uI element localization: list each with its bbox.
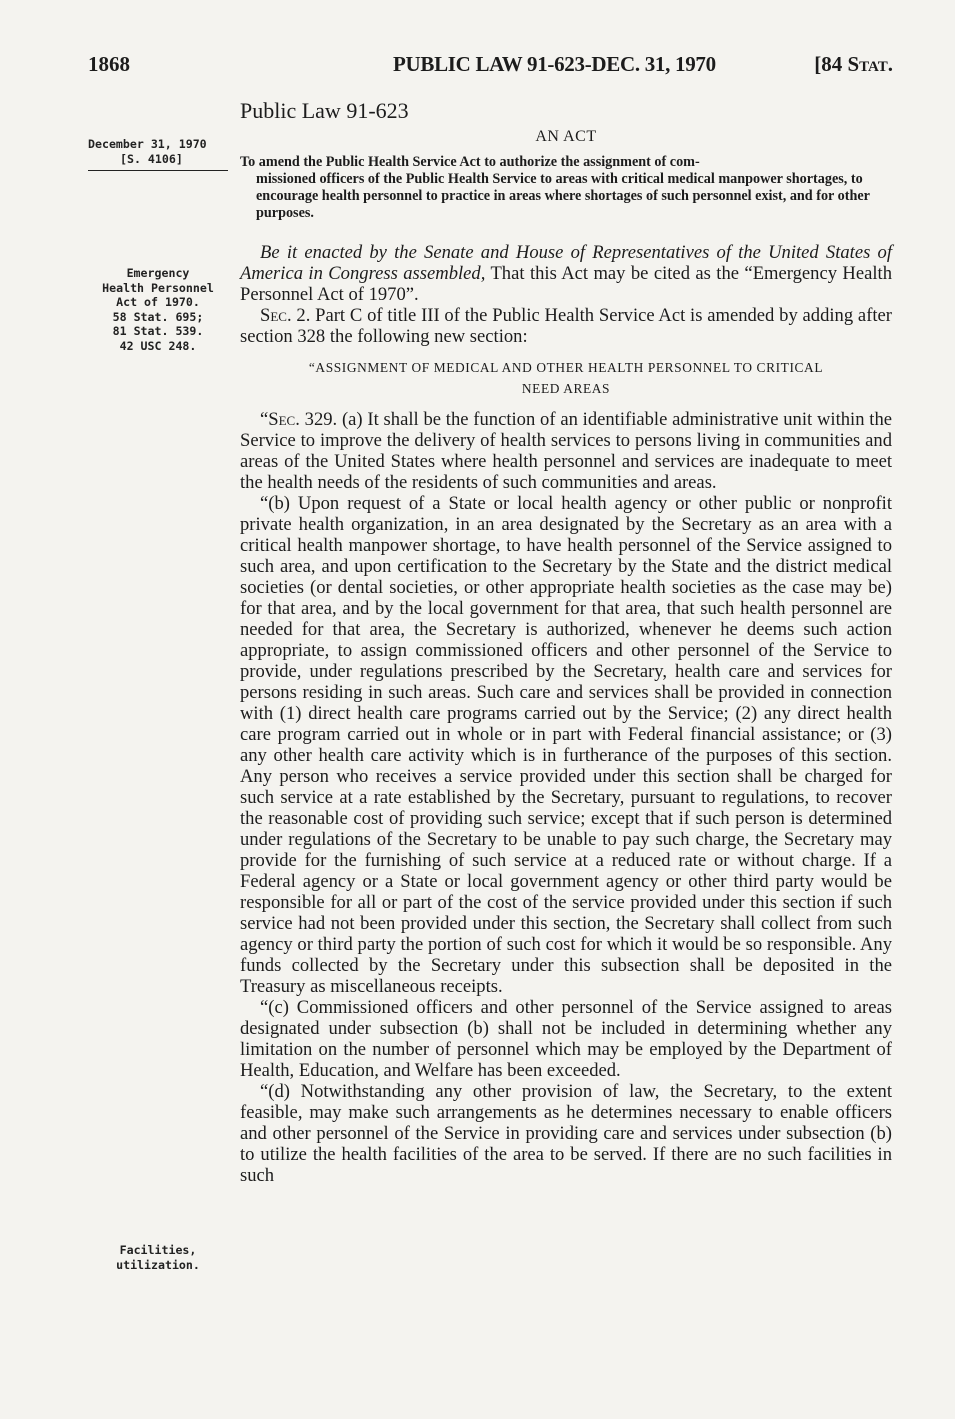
act-heading: AN ACT xyxy=(535,128,597,145)
subsection-d: “(d) Notwithstanding any other provision of law, the Secretary, to the extent feasible, may make such arrangements as he determines necessary to enable officers and other personnel of the Service in providing care and services under subsection (b) to utilize the health facilities of the area to be served. If there are no such facilities in such xyxy=(240,1081,892,1186)
section-329-label: Sec. 329. xyxy=(268,409,338,430)
stat-word: Stat. xyxy=(847,52,893,76)
stat-volume: [84 xyxy=(814,52,843,76)
section-heading-line-2: NEED AREAS xyxy=(521,381,611,396)
running-header xyxy=(88,52,893,82)
margin-note-date xyxy=(88,137,228,171)
margin-short-title-line: Emergency xyxy=(126,266,190,280)
page-number: 1868 xyxy=(88,52,130,76)
act-body xyxy=(240,242,892,1186)
subsection-a-text: (a) It shall be the function of an identifiable administrative unit within the Service to improve the delivery of health services to persons living in communities and areas of the United States where health personnel and services are inadequate to meet the health needs of the residents of such communities and areas. xyxy=(240,409,892,493)
margin-date: December 31, 1970 xyxy=(88,137,207,151)
section-2-label: Sec. 2. xyxy=(260,305,311,326)
public-law-label: Public Law 91-623 xyxy=(240,98,409,123)
margin-short-title-line: Act of 1970. xyxy=(116,295,200,309)
purpose-line-1: To amend the Public Health Service Act to authorize the assignment of com- xyxy=(240,154,700,170)
margin-bill-number: [S. 4106] xyxy=(120,151,183,166)
section-2-text: Part C of title III of the Public Health Service Act is amended by adding after section 328 the following new section: xyxy=(240,305,892,347)
header-statute-ref xyxy=(814,52,893,77)
margin-note-short-title xyxy=(88,266,228,353)
margin-facilities-line: utilization. xyxy=(116,1257,200,1272)
section-heading-line-1: “ASSIGNMENT OF MEDICAL AND OTHER HEALTH PERSONNEL TO CRITICAL xyxy=(308,360,824,375)
act-purpose xyxy=(240,154,892,222)
quote-mark: “ xyxy=(260,409,269,430)
margin-facilities-line: Facilities, xyxy=(119,1243,197,1257)
subsection-a xyxy=(240,409,892,493)
enacting-clause-italic: Be it enacted by the Senate and House of Representatives of the United States of America in Congress assembled, xyxy=(240,242,892,284)
margin-citation: 42 USC 248. xyxy=(119,338,197,353)
margin-citation: 58 Stat. 695; xyxy=(112,309,204,324)
enacting-clause xyxy=(240,242,892,305)
margin-note-facilities xyxy=(88,1243,228,1272)
section-2 xyxy=(240,305,892,347)
section-heading xyxy=(240,357,892,399)
margin-short-title-line: Health Personnel xyxy=(102,280,214,295)
margin-rule xyxy=(88,170,228,171)
subsection-b: “(b) Upon request of a State or local health agency or other public or nonprofit private health organization, in an area designated by the Secretary as an area with a critical health manpower shortage, to have health personnel of the Service assigned to such area, and upon certification to the Secretary by the State and the district medical societies (or dental societies, or other appropriate health societies as the case may be) for that area, and by the local government for that area, that such health personnel are needed for that area, the Secretary is authorized, whenever he deems such action appropriate, to assign commissioned officers and other personnel of the Service to provide, under regulations prescribed by the Secretary, health care and services for persons residing in such areas. Such care and services shall be provided in connection with (1) direct health care programs carried out by the Service; (2) any direct health care program carried out in whole or in part with Federal financial assistance; or (3) any other health care activity which is in furtherance of the purposes of this section. Any person who receives a service provided under this section shall be charged for such service at a rate established by the Secretary, pursuant to regulations, to recover the reasonable cost of providing such service; except that if such person is determined under regulations of the Secretary to be unable to pay such charge, the Secretary may provide for the furnishing of such service at a reduced rate or without charge. If a Federal agency or a State or local government agency or other third party would be responsible for all or part of the cost of the service provided under this section if such service had not been provided under this section, the Secretary shall collect from such agency or third party the portion of such cost for which it would be so responsible. Any funds collected by the Secretary under this subsection shall be deposited in the Treasury as miscellaneous receipts. xyxy=(240,493,892,997)
purpose-continuation: missioned officers of the Public Health Service to areas with critical medical manpower shortages, to encourage health personnel to practice in areas where shortages of such personnel exist, and for other purposes. xyxy=(256,171,870,221)
header-title: PUBLIC LAW 91-623-DEC. 31, 1970 xyxy=(393,52,716,76)
margin-citation: 81 Stat. 539. xyxy=(112,324,204,338)
subsection-c: “(c) Commissioned officers and other personnel of the Service assigned to areas designated under subsection (b) shall not be included in determining whether any limitation on the number of personnel which may be employed by the Department of Health, Education, and Welfare has been exceeded. xyxy=(240,997,892,1081)
enacting-clause-text: That this Act may be cited as the “Emergency Health Personnel Act of 1970”. xyxy=(240,263,892,305)
